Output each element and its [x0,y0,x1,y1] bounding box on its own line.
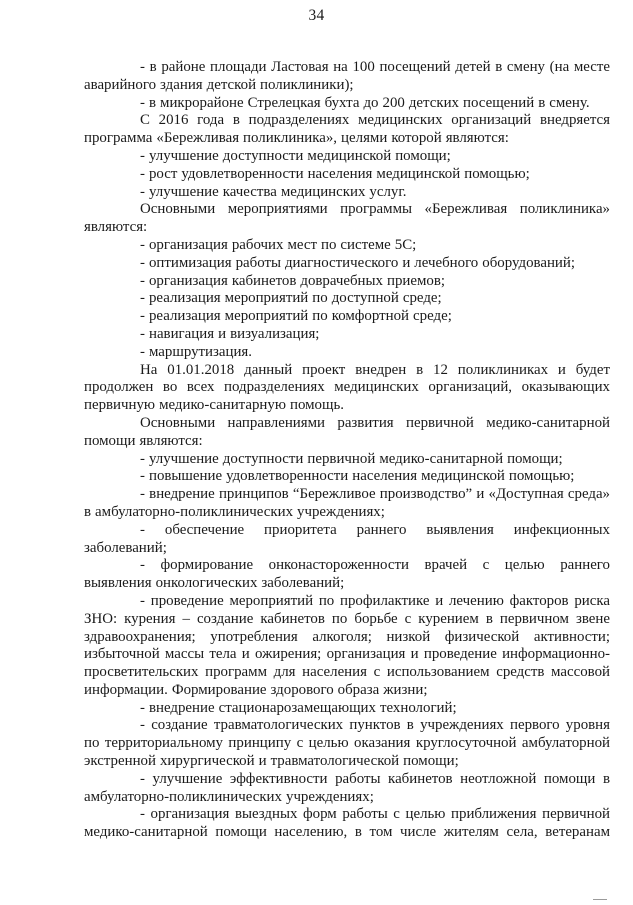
page-number: 34 [308,7,325,24]
body-paragraph: Основными направлениями развития первичной медико-санитарной помощи являются: [84,414,610,449]
body-paragraph: С 2016 года в подразделениях медицинских организаций внедряется программа «Бережливая поликлиника», целями которой являются: [84,112,610,147]
list-item: - в районе площади Ластовая на 100 посещений детей в смену (на месте аварийного здания детской поликлиники); [84,59,610,93]
list-item: - организация кабинетов доврачебных приемов; [140,272,446,289]
document-body [84,59,610,842]
list-item: - внедрение принципов “Бережливое производство” и «Доступная среда» в амбулаторно-поликлинических учреждениях; [84,486,610,520]
body-paragraph: Основными мероприятиями программы «Бережливая поликлиника» являются: [84,201,610,236]
list-item: - организация рабочих мест по системе 5С; [140,236,417,253]
body-paragraph: На 01.01.2018 данный проект внедрен в 12 поликлиниках и будет продолжен во всех подразделениях медицинских организаций, оказывающих первичную медико-санитарную помощь. [84,361,610,414]
scan-artifact-mark [593,899,607,903]
list-item: - обеспечение приоритета раннего выявления инфекционных заболеваний; [84,521,610,556]
list-item: - внедрение стационарозамещающих технологий; [140,699,457,716]
list-item: - формирование онконастороженности врачей с целью раннего выявления онкологических заболеваний; [84,557,610,592]
list-item: - реализация мероприятий по комфортной среде; [140,308,452,325]
list-item: - организация выездных форм работы с целью приближения первичной медико-санитарной помощи населению, в том числе жителям села, ветеранам [84,806,610,841]
list-item: - навигация и визуализация; [140,325,320,342]
list-item: - улучшение доступности медицинской помощи; [140,147,451,164]
list-item: - проведение мероприятий по профилактике и лечению факторов риска ЗНО: курения – создание кабинетов по борьбе с курением в первичном звене здравоохранения; употребления алкоголя; низкой физической активности; избыточной массы тела и ожирения; организация и проведение информационно-просветительских программ для населения с использованием средств массовой информации. Формирование здорового образа жизни; [84,592,610,698]
list-item: - реализация мероприятий по доступной среде; [140,290,442,307]
list-item: - в микрорайоне Стрелецкая бухта до 200 детских посещений в смену. [140,94,590,111]
list-item: - оптимизация работы диагностического и лечебного оборудований; [140,254,576,271]
list-item: - маршрутизация. [140,343,252,360]
list-item: - улучшение доступности первичной медико-санитарной помощи; [140,450,563,467]
list-item: - создание травматологических пунктов в учреждениях первого уровня по территориальному принципу с целью оказания круглосуточной амбулаторной экстренной хирургической и травматологической помощи; [84,717,610,770]
list-item: - повышение удовлетворенности населения медицинской помощью; [140,468,575,485]
list-item: - улучшение качества медицинских услуг. [140,183,407,200]
list-item: - рост удовлетворенности населения медицинской помощью; [140,165,530,182]
list-item: - улучшение эффективности работы кабинетов неотложной помощи в амбулаторно-поликлинических учреждениях; [84,770,610,805]
